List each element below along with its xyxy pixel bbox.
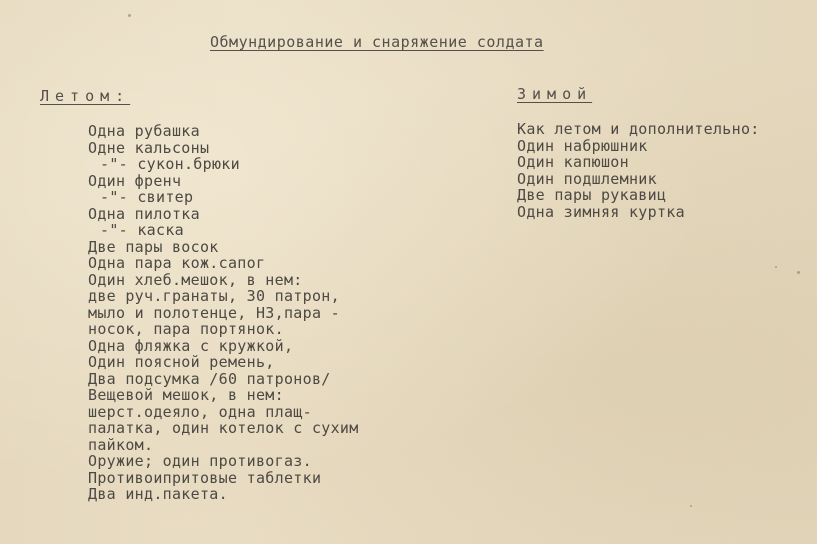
summer-item: шерст.одеяло, одна плащ-: [88, 402, 312, 421]
summer-item: носок, пара портянок.: [88, 320, 284, 338]
winter-heading: Зимой: [517, 85, 593, 103]
summer-heading: Летом:: [40, 87, 131, 105]
winter-item: Один набрюшник: [517, 136, 648, 155]
summer-item: Одна фляжка с кружкой,: [88, 336, 294, 355]
summer-item: -"- каска: [100, 221, 184, 239]
paper-speck: [128, 14, 131, 17]
summer-item: Один френч: [88, 171, 182, 190]
summer-items-list: [88, 123, 359, 503]
summer-item: Оружие; один противогаз.: [88, 452, 312, 470]
summer-item: Одне кальсоны: [88, 138, 210, 157]
paper-speck: [775, 266, 777, 268]
summer-item: две руч.гранаты, 30 патрон,: [88, 287, 340, 305]
document-title: Обмундирование и снаряжение солдата: [210, 33, 544, 51]
summer-item: Один поясной ремень,: [88, 353, 275, 371]
winter-items-list: [517, 121, 760, 220]
summer-item: Вещевой мешок, в нем:: [88, 386, 284, 404]
summer-item: -"- свитер: [100, 188, 194, 206]
summer-item: палатка, один котелок с сухим: [88, 419, 359, 437]
summer-item: мыло и полотенце, НЗ,пара -: [88, 303, 340, 322]
paper-speck: [797, 271, 800, 274]
summer-item: пайком.: [88, 435, 154, 454]
summer-item: Одна рубашка: [88, 122, 200, 140]
winter-item: Одна зимняя куртка: [517, 202, 685, 221]
summer-item: Две пары восок: [88, 237, 219, 256]
summer-item: Одна пилотка: [88, 204, 200, 223]
winter-item: Один подшлемник: [517, 169, 657, 188]
summer-item: Одна пара кож.сапог: [88, 254, 266, 272]
paper-speck: [690, 505, 692, 507]
winter-item: Две пары рукавиц: [517, 186, 667, 204]
winter-item: Как летом и дополнительно:: [517, 120, 760, 138]
summer-item: -"- сукон.брюки: [100, 155, 240, 173]
summer-item: Два подсумка /60 патронов/: [88, 369, 331, 388]
summer-item: Противоипритовые таблетки: [88, 468, 322, 487]
summer-item: Два инд.пакета.: [88, 485, 228, 503]
winter-item: Один капюшон: [517, 153, 629, 171]
summer-item: Один хлеб.мешок, в нем:: [88, 270, 303, 289]
